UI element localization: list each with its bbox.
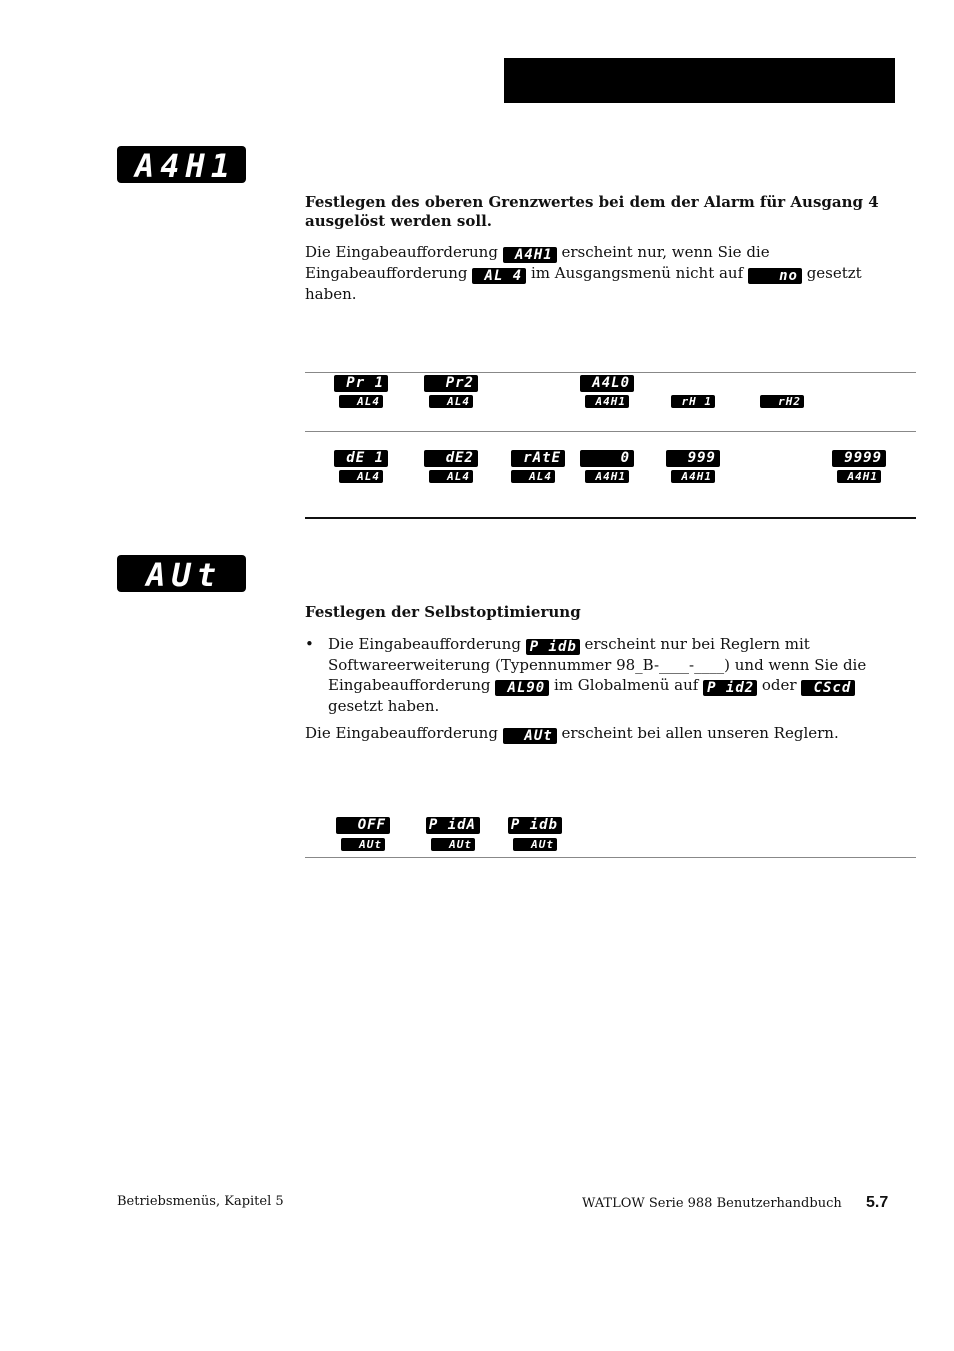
option-display-bottom: A4H1 (671, 470, 715, 483)
footer-chapter: Betriebsmenüs, Kapitel 5 (117, 1194, 284, 1209)
option-display-bottom: AL4 (429, 395, 473, 408)
option-display-bottom: AUt (513, 838, 557, 851)
option-display-bottom: AL4 (511, 470, 555, 483)
header-bar (504, 58, 895, 103)
inline-display: P idb (526, 639, 580, 655)
table-rule (305, 431, 916, 432)
inline-display: no (748, 268, 802, 284)
inline-display: AUt (503, 728, 557, 744)
option-display-top: dE2 (424, 450, 478, 467)
section-divider (305, 517, 916, 519)
section1-heading: Festlegen des oberen Grenzwertes bei dem der Alarm für Ausgang 4 ausgelöst werden soll. (305, 193, 879, 230)
option-display-top: 0 (580, 450, 634, 467)
inline-display: CScd (801, 680, 855, 696)
prompt-display-a4h1: A4H1 (117, 146, 246, 183)
option-display-top: rAtE (511, 450, 565, 467)
option-display-bottom: AUt (431, 838, 475, 851)
option-display-bottom: AUt (341, 838, 385, 851)
option-display-bottom: A4H1 (837, 470, 881, 483)
section2-paragraph: Die Eingabeaufforderung AUt erscheint bei allen unseren Reglern. (305, 724, 839, 744)
option-display-bottom: AL4 (429, 470, 473, 483)
option-display-bottom: A4H1 (585, 470, 629, 483)
option-display-top: P idb (508, 817, 562, 834)
option-display-top: Pr2 (424, 375, 478, 392)
option-display-top: 9999 (832, 450, 886, 467)
table-rule (305, 857, 916, 858)
option-display-top: Pr 1 (334, 375, 388, 392)
list-item: • Die Eingabeaufforderung P idb erscheint nur bei Reglern mit Softwareerweiterung (Typennummer 98_B-____-____) und wenn Sie die Eingabeaufforderung AL90 im Globalmenü auf P id2 oder CScd gesetzt haben. (305, 634, 895, 716)
inline-display: A4H1 (503, 247, 557, 263)
option-display-top: OFF (336, 817, 390, 834)
prompt-display-aut: AUt (117, 555, 246, 592)
inline-display: AL90 (495, 680, 549, 696)
bullet-list (305, 634, 895, 716)
option-display-top: dE 1 (334, 450, 388, 467)
section1-paragraph: Die Eingabeaufforderung A4H1 erscheint nur, wenn Sie die Eingabeaufforderung AL 4 im Ausgangsmenü nicht auf no gesetzt haben. (305, 243, 862, 303)
section2-heading: Festlegen der Selbstoptimierung (305, 603, 581, 621)
option-display-bottom: A4H1 (585, 395, 629, 408)
option-display-bottom: rH2 (760, 395, 804, 408)
option-display-top: A4L0 (580, 375, 634, 392)
option-display-top: 999 (666, 450, 720, 467)
footer-manual-title: WATLOW Serie 988 Benutzerhandbuch (582, 1196, 842, 1211)
option-display-bottom: rH 1 (671, 395, 715, 408)
inline-display: P id2 (703, 680, 757, 696)
inline-display: AL 4 (472, 268, 526, 284)
option-display-bottom: AL4 (339, 470, 383, 483)
option-display-top: P idA (426, 817, 480, 834)
page-number: 5.7 (866, 1194, 889, 1211)
option-display-bottom: AL4 (339, 395, 383, 408)
table-rule (305, 372, 916, 373)
